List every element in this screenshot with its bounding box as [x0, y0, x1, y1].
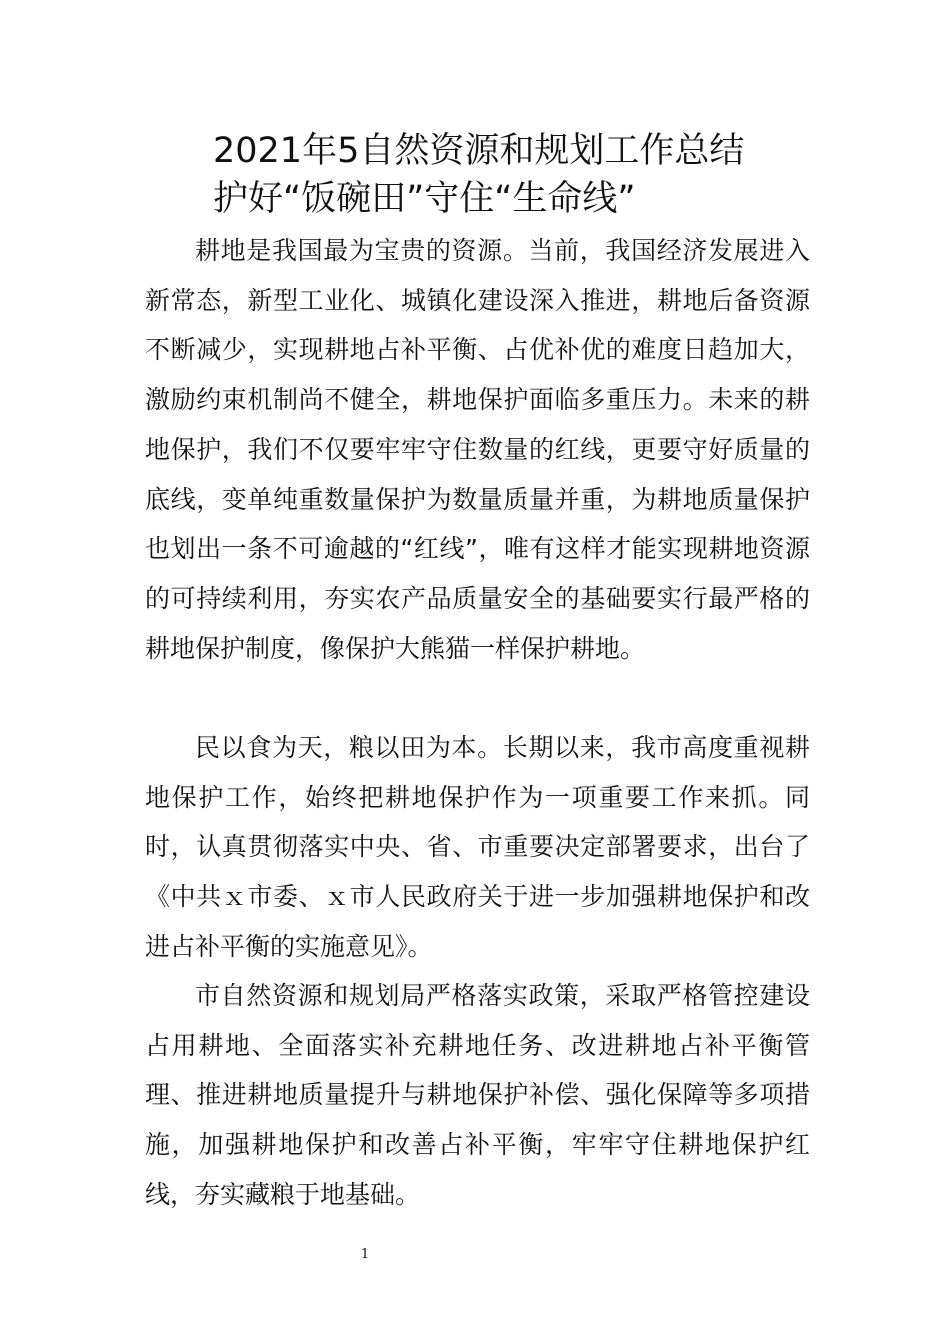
paragraph-2: 民以食为天，粮以田为本。长期以来，我市高度重视耕地保护工作，始终把耕地保护作为一项重要工作来抓。同时，认真贯彻落实中央、省、市重要决定部署要求，出台了《中共ｘ市委、ｘ市人民政府关于进一步加强耕地保护和改进占补平衡的实施意见》。: [145, 733, 810, 961]
paragraph-1: 耕地是我国最为宝贵的资源。当前，我国经济发展进入新常态，新型工业化、城镇化建设深入推进，耕地后备资源不断减少，实现耕地占补平衡、占优补优的难度日趋加大，激励约束机制尚不健全，耕地保护面临多重压力。未来的耕地保护，我们不仅要牢牢守住数量的红线，更要守好质量的底线，变单纯重数量保护为数量质量并重，为耕地质量保护也划出一条不可逾越的“红线”，唯有这样才能实现耕地资源的可持续利用，夯实农产品质量安全的基础要实行最严格的耕地保护制度，像保护大熊猫一样保护耕地。: [145, 236, 810, 663]
paragraph-3: 市自然资源和规划局严格落实政策，采取严格管控建设占用耕地、全面落实补充耕地任务、改进耕地占补平衡管理、推进耕地质量提升与耕地保护补偿、强化保障等多项措施，加强耕地保护和改善占补平衡，牢牢守住耕地保护红线，夯实藏粮于地基础。: [145, 981, 810, 1209]
document-subtitle: 护好“饭碗田”守住“生命线”: [213, 179, 636, 219]
page-number: 1: [360, 1247, 370, 1262]
document-title: 2021年5自然资源和规划工作总结: [213, 131, 745, 171]
